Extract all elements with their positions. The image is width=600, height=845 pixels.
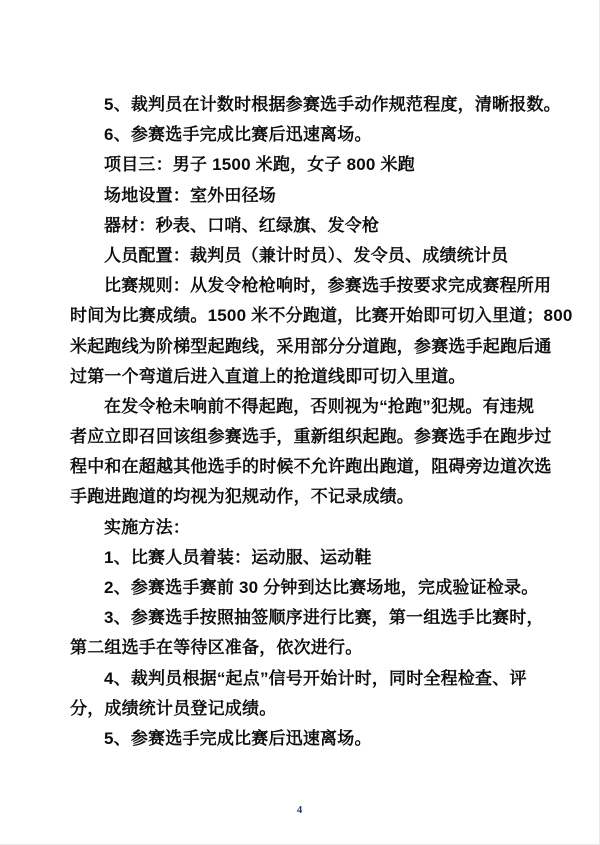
text-line: 3、参赛选手按照抽签顺序进行比赛，第一组选手比赛时， (104, 608, 544, 628)
page-number: 4 (296, 804, 303, 816)
text-line: 5、裁判员在计数时根据参赛选手动作规范程度，清晰报数。 (104, 95, 561, 114)
text-line: 6、参赛选手完成比赛后迅速离场。 (104, 125, 372, 145)
text-line: 实施方法： (104, 517, 190, 537)
text-line: 4、裁判员根据“起点”信号开始计时，同时全程检查、评 (104, 668, 527, 688)
page-footer (0, 800, 599, 818)
text-line: 第二组选手在等待区准备，依次进行。 (70, 638, 363, 658)
text-line: 1、比赛人员着装：运动服、运动鞋 (104, 547, 372, 567)
text-line: 比赛规则：从发令枪枪响时，参赛选手按要求完成赛程所用 (104, 276, 552, 296)
text-line: 米起跑线为阶梯型起跑线，采用部分分道跑，参赛选手起跑后通 (70, 336, 552, 356)
text-line: 场地设置：室外田径场 (104, 185, 276, 205)
text-line: 手跑进跑道的均视为犯规动作，不记录成绩。 (70, 487, 414, 507)
text-line: 在发令枪未响前不得起跑，否则视为“抢跑”犯规。有违规 (104, 396, 535, 416)
text-line: 人员配置：裁判员（兼计时员）、发令员、成绩统计员 (104, 245, 509, 265)
text-line: 过第一个弯道后进入直道上的抢道线即可切入里道。 (70, 366, 466, 386)
text-line: 5、参赛选手完成比赛后迅速离场。 (104, 728, 372, 748)
document-text-block (70, 90, 573, 754)
text-line: 者应立即召回该组参赛选手，重新组织起跑。参赛选手在跑步过 (70, 427, 552, 447)
text-line: 项目三：男子 1500 米跑，女子 800 米跑 (104, 155, 415, 175)
text-line: 程中和在超越其他选手的时候不允许跑出跑道，阻碍旁边道次选 (70, 457, 552, 477)
text-line: 器材：秒表、口哨、红绿旗、发令枪 (104, 215, 380, 235)
text-line: 分，成绩统计员登记成绩。 (70, 698, 277, 718)
text-line: 2、参赛选手赛前 30 分钟到达比赛场地，完成验证检录。 (104, 578, 539, 597)
text-line: 时间为比赛成绩。1500 米不分跑道，比赛开始即可切入里道；800 (70, 306, 573, 326)
